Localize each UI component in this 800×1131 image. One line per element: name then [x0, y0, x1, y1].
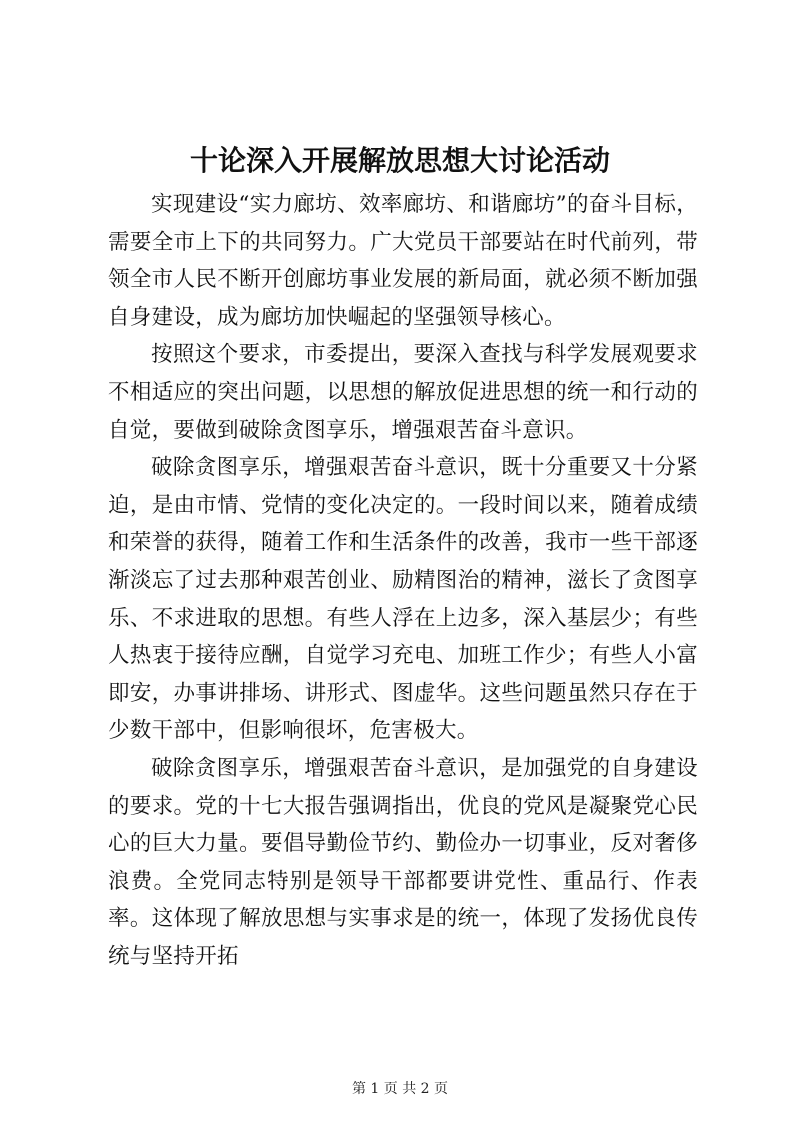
paragraph-2: 按照这个要求，市委提出，要深入查找与科学发展观要求不相适应的突出问题，以思想的解放促进思想的统一和行动的自觉，要做到破除贪图享乐，增强艰苦奋斗意识。 — [108, 342, 698, 443]
document-body — [108, 186, 698, 975]
paragraph-1: 实现建设“实力廊坊、效率廊坊、和谐廊坊”的奋斗目标，需要全市上下的共同努力。广大党员干部要站在时代前列，带领全市人民不断开创廊坊事业发展的新局面，就必须不断加强自身建设，成为廊坊加快崛起的坚强领导核心。 — [108, 192, 698, 330]
paragraph-3: 破除贪图享乐，增强艰苦奋斗意识，既十分重要又十分紧迫，是由市情、党情的变化决定的。一段时间以来，随着成绩和荣誉的获得，随着工作和生活条件的改善，我市一些干部逐渐淡忘了过去那种艰苦创业、励精图治的精神，滋长了贪图享乐、不求进取的思想。有些人浮在上边多，深入基层少；有些人热衷于接待应酬，自觉学习充电、加班工作少；有些人小富即安，办事讲排场、讲形式、图虚华。这些问题虽然只存在于少数干部中，但影响很坏，危害极大。 — [108, 455, 698, 744]
document-title: 十论深入开展解放思想大讨论活动 — [189, 144, 610, 177]
paragraph-4: 破除贪图享乐，增强艰苦奋斗意识，是加强党的自身建设的要求。党的十七大报告强调指出，优良的党风是凝聚党心民心的巨大力量。要倡导勤俭节约、勤俭办一切事业，反对奢侈浪费。全党同志特别是领导干部都要讲党性、重品行、作表率。这体现了解放思想与实事求是的统一，体现了发扬优良传统与坚持开拓 — [108, 755, 698, 969]
page-number-footer: 第 1 页 共 2 页 — [351, 1081, 449, 1097]
